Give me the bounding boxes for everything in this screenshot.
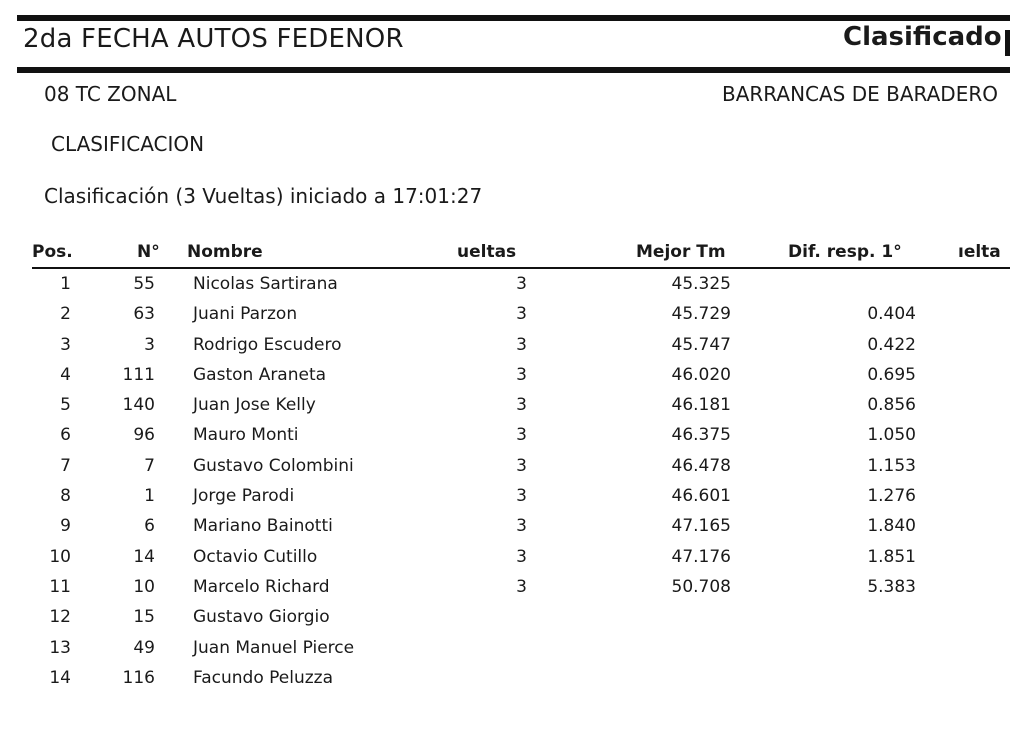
column-header-best-time: Mejor Tm (636, 242, 726, 262)
cell-car-number: 116 (122, 667, 155, 688)
cell-driver-name: Marcelo Richard (193, 576, 330, 597)
cell-car-number: 96 (133, 425, 155, 446)
table-row (0, 270, 1010, 300)
cell-position: 8 (60, 486, 71, 507)
column-header-pos: Pos. (32, 242, 73, 262)
table-row (0, 300, 1010, 330)
table-row (0, 634, 1010, 664)
cell-driver-name: Octavio Cutillo (193, 546, 318, 567)
venue-label: BARRANCAS DE BARADERO (722, 82, 998, 106)
cell-best-time: 47.176 (671, 546, 731, 567)
cell-position: 11 (49, 576, 71, 597)
cell-position: 1 (60, 274, 71, 294)
cell-best-time: 46.478 (671, 455, 731, 476)
column-header-gap: Dif. resp. 1° (788, 242, 902, 262)
cell-best-time: 47.165 (671, 516, 731, 537)
cell-gap: 0.404 (867, 304, 916, 325)
cell-gap: 0.422 (867, 334, 916, 355)
cell-driver-name: Facundo Peluzza (193, 667, 333, 688)
cell-laps: 3 (516, 274, 527, 294)
table-row (0, 664, 1010, 694)
table-row (0, 512, 1010, 542)
cell-best-time: 46.375 (671, 425, 731, 446)
cell-position: 3 (60, 334, 71, 355)
cell-gap: 0.695 (867, 364, 916, 385)
event-title: 2da FECHA AUTOS FEDENOR (23, 24, 404, 54)
cell-position: 12 (49, 607, 71, 628)
cell-laps: 3 (516, 304, 527, 325)
cell-car-number: 10 (133, 576, 155, 597)
cell-car-number: 55 (133, 274, 155, 294)
table-row (0, 603, 1010, 633)
table-header-rule (32, 267, 1010, 269)
table-row (0, 331, 1010, 361)
cell-gap: 1.840 (867, 516, 916, 537)
cell-position: 4 (60, 364, 71, 385)
column-header-best-lap: ıelta (958, 242, 1001, 262)
cell-car-number: 15 (133, 607, 155, 628)
cell-position: 6 (60, 425, 71, 446)
cell-position: 7 (60, 455, 71, 476)
table-row (0, 543, 1010, 573)
cell-driver-name: Nicolas Sartirana (193, 274, 338, 294)
cell-best-time: 45.729 (671, 304, 731, 325)
cell-gap: 5.383 (867, 576, 916, 597)
cell-best-time: 50.708 (671, 576, 731, 597)
table-row (0, 573, 1010, 603)
table-row (0, 421, 1010, 451)
cell-laps: 3 (516, 576, 527, 597)
title-edge-mark (1005, 30, 1010, 56)
cell-driver-name: Mariano Bainotti (193, 516, 333, 537)
cell-laps: 3 (516, 425, 527, 446)
cell-best-time: 46.601 (671, 486, 731, 507)
cell-driver-name: Juani Parzon (193, 304, 298, 325)
section-title: CLASIFICACION (51, 132, 205, 156)
cell-car-number: 63 (133, 304, 155, 325)
cell-laps: 3 (516, 486, 527, 507)
cell-best-time: 45.747 (671, 334, 731, 355)
table-row (0, 482, 1010, 512)
cell-gap: 1.276 (867, 486, 916, 507)
cell-best-time: 46.020 (671, 364, 731, 385)
cell-driver-name: Juan Jose Kelly (193, 395, 316, 416)
cell-driver-name: Juan Manuel Pierce (193, 637, 355, 658)
cell-best-time: 45.325 (671, 274, 731, 294)
category-label: 08 TC ZONAL (44, 82, 177, 106)
table-row (0, 391, 1010, 421)
column-header-number: N° (137, 242, 160, 262)
cell-laps: 3 (516, 334, 527, 355)
cell-car-number: 140 (122, 395, 155, 416)
cell-position: 9 (60, 516, 71, 537)
cell-gap: 0.856 (867, 395, 916, 416)
cell-laps: 3 (516, 455, 527, 476)
cell-position: 5 (60, 395, 71, 416)
column-header-name: Nombre (187, 242, 263, 262)
cell-driver-name: Gaston Araneta (193, 364, 327, 385)
column-header-laps: ueltas (457, 242, 517, 262)
cell-position: 13 (49, 637, 71, 658)
cell-car-number: 111 (122, 364, 155, 385)
cell-car-number: 3 (144, 334, 155, 355)
cell-position: 2 (60, 304, 71, 325)
status-label: Clasificado (843, 22, 1002, 52)
results-table (0, 270, 1010, 694)
table-row (0, 361, 1010, 391)
cell-gap: 1.851 (867, 546, 916, 567)
cell-car-number: 49 (133, 637, 155, 658)
cell-car-number: 7 (144, 455, 155, 476)
session-info: Clasificación (3 Vueltas) iniciado a 17:01:27 (44, 184, 483, 208)
cell-position: 10 (49, 546, 71, 567)
cell-car-number: 14 (133, 546, 155, 567)
header-rule (17, 67, 1010, 73)
cell-laps: 3 (516, 546, 527, 567)
cell-car-number: 1 (144, 486, 155, 507)
cell-position: 14 (49, 667, 71, 688)
cell-driver-name: Jorge Parodi (193, 486, 295, 507)
table-row (0, 452, 1010, 482)
cell-driver-name: Gustavo Colombini (193, 455, 354, 476)
top-rule (17, 15, 1010, 21)
cell-car-number: 6 (144, 516, 155, 537)
cell-gap: 1.050 (867, 425, 916, 446)
cell-best-time: 46.181 (671, 395, 731, 416)
cell-driver-name: Gustavo Giorgio (193, 607, 330, 628)
cell-gap: 1.153 (867, 455, 916, 476)
cell-driver-name: Mauro Monti (193, 425, 299, 446)
cell-laps: 3 (516, 516, 527, 537)
cell-driver-name: Rodrigo Escudero (193, 334, 342, 355)
cell-laps: 3 (516, 364, 527, 385)
cell-laps: 3 (516, 395, 527, 416)
